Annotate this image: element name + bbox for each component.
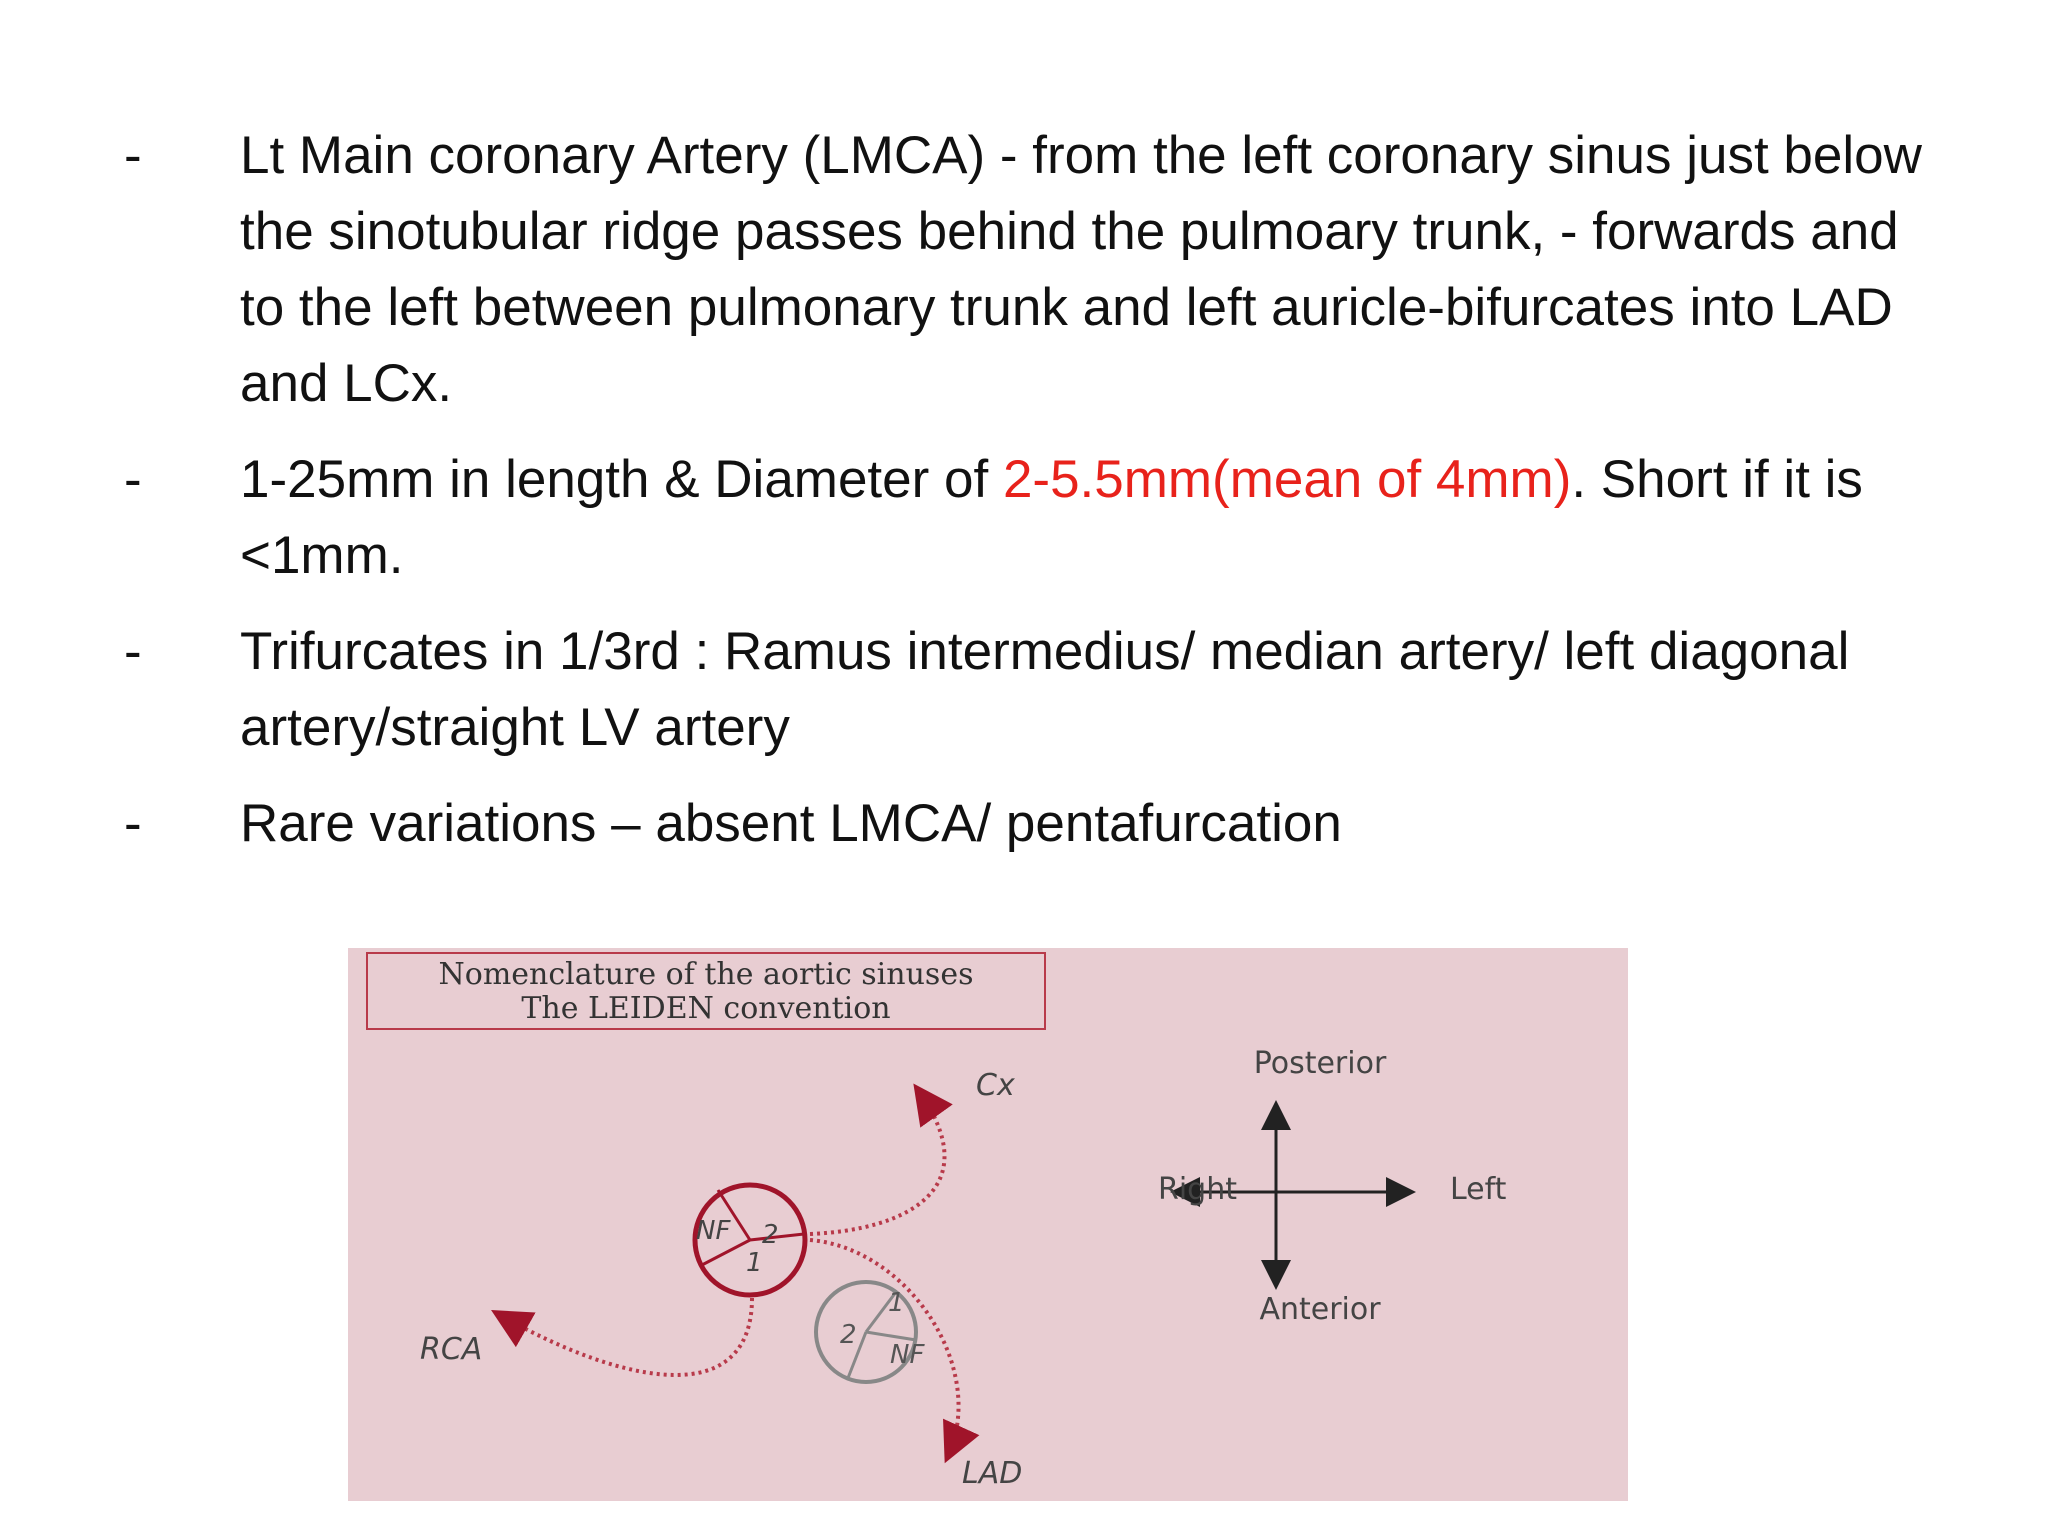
anterior-label: Anterior	[1259, 1292, 1381, 1327]
highlighted-measurement: 2-5.5mm(mean of 4mm)	[1002, 450, 1572, 509]
rca-artery	[498, 1298, 752, 1375]
pulmonary-sinus-2-label: 2	[840, 1320, 857, 1350]
aortic-sinus-2-label: 2	[762, 1220, 779, 1250]
left-label: Left	[1450, 1172, 1507, 1207]
cx-artery	[810, 1090, 945, 1234]
bullet-text-part: 1-25mm in length & Diameter of	[240, 450, 1003, 509]
lad-label: LAD	[962, 1456, 1023, 1491]
bullet-text	[240, 442, 1940, 594]
pulmonary-sinus-1-label: 1	[888, 1288, 905, 1318]
bullet-item	[0, 118, 2048, 422]
bullet-marker: -	[124, 794, 142, 853]
bullet-marker: -	[124, 450, 142, 509]
bullet-item	[0, 614, 2048, 766]
bullet-marker: -	[124, 622, 142, 681]
aortic-sinus-1-label: 1	[746, 1248, 763, 1278]
diagram-graphics	[348, 948, 1628, 1501]
bullet-text: Rare variations – absent LMCA/ pentafurcation	[240, 794, 1342, 853]
bullet-item	[0, 442, 2048, 594]
right-label: Right	[1158, 1172, 1237, 1207]
bullet-marker: -	[124, 126, 142, 185]
bullet-text: Trifurcates in 1/3rd : Ramus intermedius/ median artery/ left diagonal artery/straight LV artery	[240, 622, 1850, 757]
figure-title: Nomenclature of the aortic sinuses	[438, 957, 974, 992]
aortic-nf-label: NF	[696, 1216, 731, 1246]
figure-title-box	[366, 952, 1046, 1030]
pulmonary-nf-label: NF	[890, 1340, 925, 1370]
rca-label: RCA	[420, 1332, 483, 1367]
cx-label: Cx	[976, 1068, 1015, 1103]
bullet-text: Lt Main coronary Artery (LMCA) - from the left coronary sinus just below the sinotubular ridge passes behind the pulmoary trunk, - forwards and to the left between pulmonary trunk and left auricle-bifurcates into LAD and LCx.	[240, 126, 1922, 413]
aortic-sinus-diagram	[348, 948, 1628, 1501]
bullet-text-part: . Short if it is <1mm.	[240, 450, 1863, 585]
bullet-item	[0, 786, 2048, 862]
lad-artery	[810, 1240, 959, 1456]
figure-subtitle: The LEIDEN convention	[521, 991, 891, 1026]
bullet-list	[0, 118, 2048, 882]
posterior-label: Posterior	[1253, 1046, 1387, 1081]
